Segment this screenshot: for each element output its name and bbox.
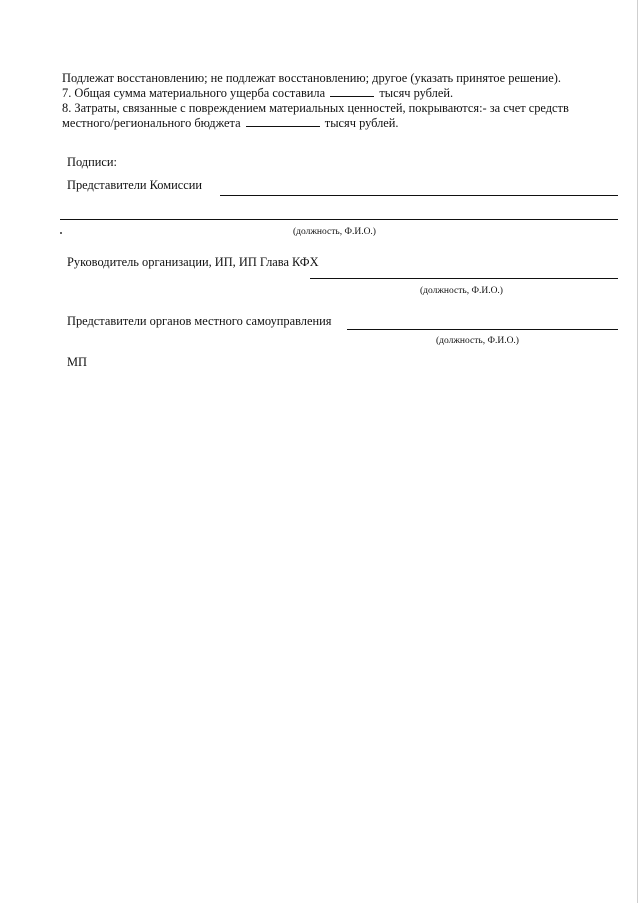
local-government-label-text: Представители органов местного самоуправления [67,314,332,328]
page-edge-shadow [637,0,638,903]
commission-signature-line-1 [220,195,618,196]
organization-head-signature-line [310,278,618,279]
restoration-options-text: Подлежат восстановлению; не подлежат восстановлению; другое (указать принятое решение). [62,71,561,85]
local-government-label [67,313,331,329]
stamp-place [67,354,87,370]
stamp-place-text: МП [67,355,87,369]
damage-amount-blank [330,85,374,97]
commission-label-text: Представители Комиссии [67,178,202,192]
organization-head-caption [420,285,503,297]
item-8-line-2 [62,115,399,131]
organization-head-label-text: Руководитель организации, ИП, ИП Глава КФХ [67,255,319,269]
organization-head-label [67,254,319,270]
item-8-prefix: местного/регионального бюджета [62,116,241,130]
commission-caption [293,226,376,238]
commission-caption-text: (должность, Ф.И.О.) [293,227,376,237]
signatures-heading [67,154,117,170]
local-government-caption-text: (должность, Ф.И.О.) [436,336,519,346]
item-7-prefix: 7. Общая сумма материального ущерба составила [62,86,326,100]
commission-signature-line-2 [60,219,618,220]
local-government-caption [436,335,519,347]
item-7-suffix: тысяч рублей. [379,86,454,100]
signatures-heading-text: Подписи: [67,155,117,169]
item-8-suffix: тысяч рублей. [324,116,399,130]
item-8-line-1 [62,100,569,116]
item-7-line [62,85,453,101]
scan-speck [60,232,62,234]
restoration-options-line [62,70,561,86]
commission-label [67,177,202,193]
item-8-text-1: 8. Затраты, связанные с повреждением материальных ценностей, покрываются:- за счет средств [62,101,569,115]
organization-head-caption-text: (должность, Ф.И.О.) [420,286,503,296]
local-government-signature-line [347,329,618,330]
budget-amount-blank [246,115,320,127]
